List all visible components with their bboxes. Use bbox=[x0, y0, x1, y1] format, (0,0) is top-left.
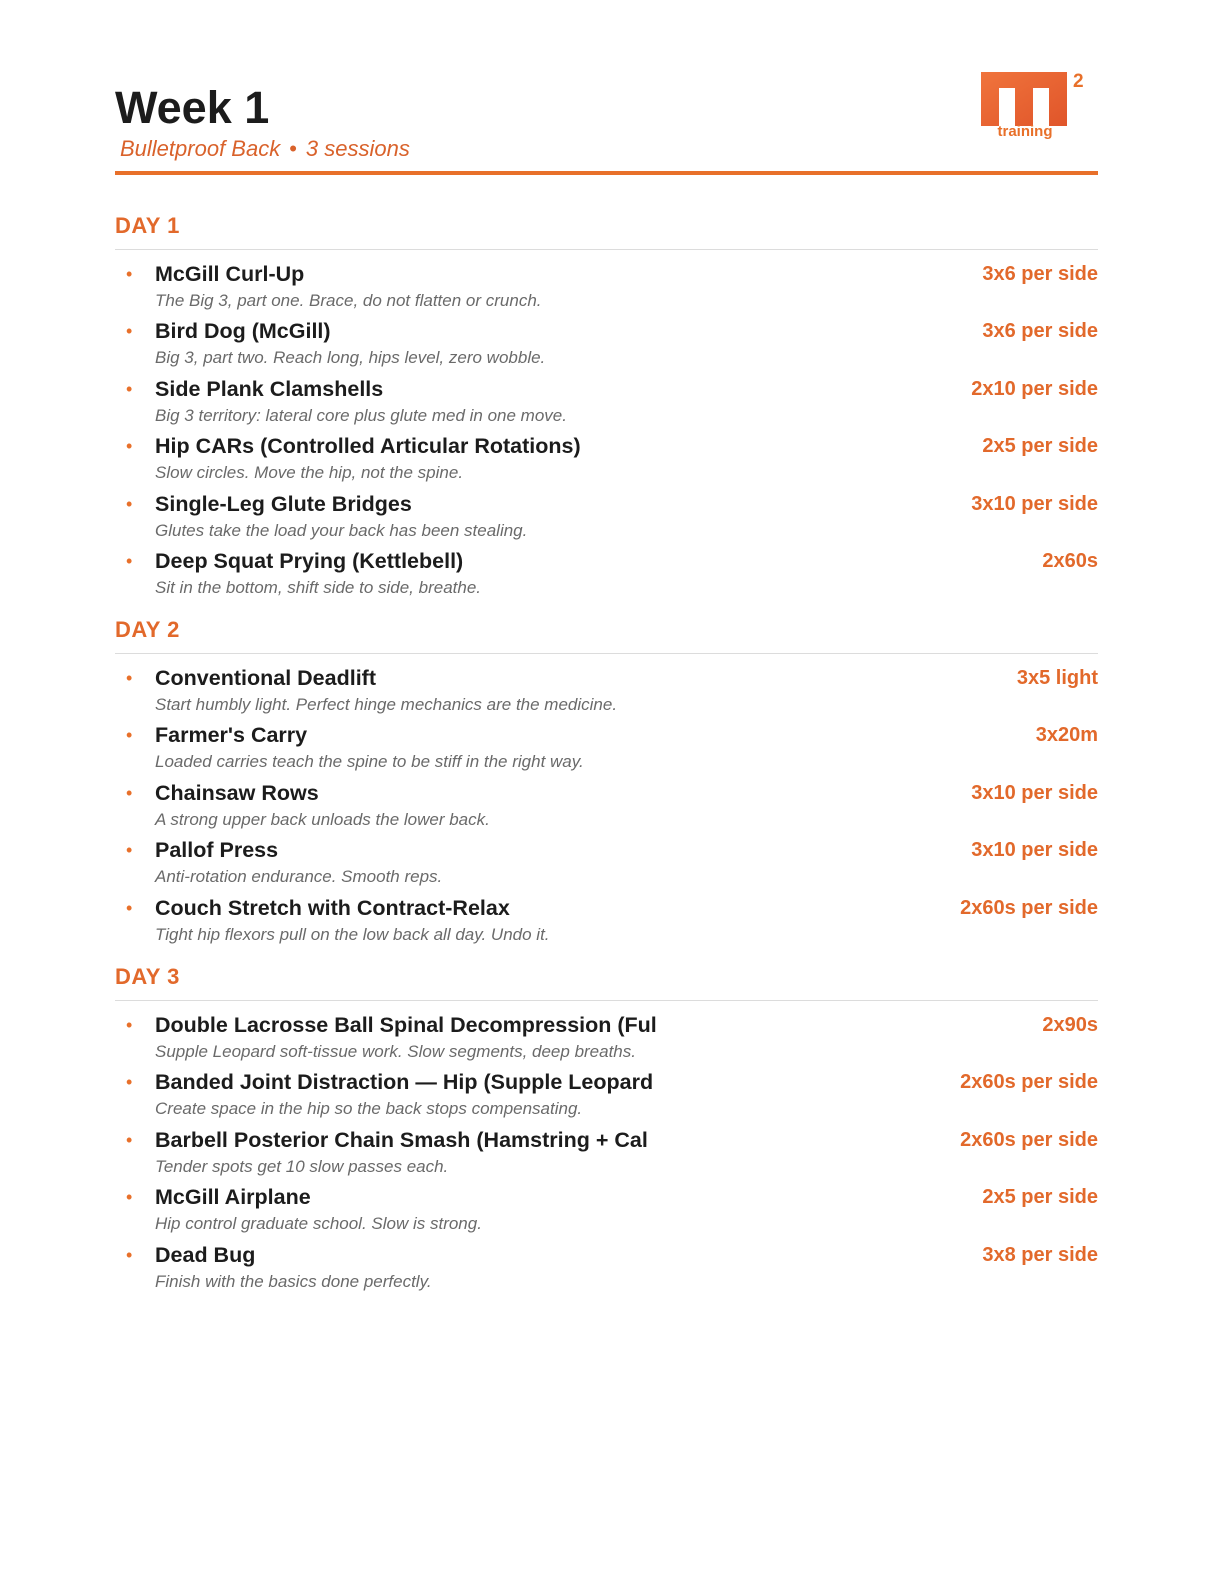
day-heading: DAY 2 bbox=[115, 617, 180, 642]
bullet-icon: • bbox=[126, 1187, 133, 1208]
header-divider bbox=[115, 171, 1098, 175]
exercise-dose: 2x90s bbox=[1042, 1014, 1098, 1036]
workout-page bbox=[115, 0, 1098, 1291]
day-divider bbox=[115, 1000, 1098, 1001]
exercise-dose: 2x5 per side bbox=[982, 435, 1098, 458]
exercise-dose: 3x20m bbox=[1035, 724, 1098, 747]
exercise-name: Deep Squat Prying (Kettlebell) bbox=[155, 548, 464, 573]
bullet-icon: • bbox=[126, 1244, 133, 1265]
exercise-dose: 3x5 light bbox=[1016, 667, 1098, 689]
exercise-name: Banded Joint Distraction — Hip (Supple Leopard bbox=[155, 1070, 654, 1095]
exercise-name: Side Plank Clamshells bbox=[155, 376, 384, 401]
exercise-name: McGill Airplane bbox=[155, 1185, 311, 1210]
session-count: 3 sessions bbox=[305, 136, 410, 161]
bullet-icon: • bbox=[126, 1015, 133, 1035]
exercise-item bbox=[115, 1241, 1098, 1298]
day-section bbox=[115, 211, 1098, 604]
page-header bbox=[115, 0, 1098, 176]
exercise-note: Big 3 territory: lateral core plus glute med in one move. bbox=[155, 405, 567, 425]
exercise-item bbox=[115, 490, 1098, 547]
bullet-icon: • bbox=[126, 1129, 133, 1150]
exercise-item bbox=[115, 664, 1098, 721]
day-heading: DAY 1 bbox=[115, 213, 180, 238]
m2-training-logo bbox=[981, 70, 1087, 142]
exercise-dose: 2x5 per side bbox=[982, 1186, 1098, 1209]
exercise-name: Chainsaw Rows bbox=[155, 780, 319, 805]
exercise-dose: 2x60s per side bbox=[960, 896, 1098, 919]
exercise-name: Couch Stretch with Contract-Relax bbox=[155, 895, 510, 920]
program-name: Bulletproof Back bbox=[120, 136, 281, 161]
exercise-note: Tender spots get 10 slow passes each. bbox=[155, 1156, 449, 1176]
day-divider bbox=[115, 249, 1098, 250]
exercise-item bbox=[115, 1011, 1098, 1068]
exercise-note: Big 3, part two. Reach long, hips level, zero wobble. bbox=[155, 348, 546, 368]
exercise-item bbox=[115, 1183, 1098, 1240]
logo-caption: training bbox=[997, 123, 1053, 140]
bullet-icon: • bbox=[126, 436, 133, 457]
exercise-note: Start humbly light. Perfect hinge mechanics are the medicine. bbox=[155, 695, 618, 714]
exercise-item bbox=[115, 1068, 1098, 1125]
bullet-icon: • bbox=[126, 321, 133, 342]
exercise-item bbox=[115, 432, 1098, 489]
exercise-note: Create space in the hip so the back stops compensating. bbox=[155, 1099, 583, 1119]
exercise-note: Glutes take the load your back has been stealing. bbox=[155, 520, 528, 540]
exercise-name: Bird Dog (McGill) bbox=[155, 319, 331, 344]
exercise-name: Single-Leg Glute Bridges bbox=[155, 491, 412, 516]
bullet-icon: • bbox=[126, 1072, 133, 1093]
exercise-name: Conventional Deadlift bbox=[155, 666, 376, 690]
exercise-item bbox=[115, 836, 1098, 893]
exercise-dose: 3x6 per side bbox=[982, 263, 1098, 285]
bullet-icon: • bbox=[126, 378, 133, 399]
bullet-icon: • bbox=[126, 493, 133, 514]
exercise-name: Dead Bug bbox=[155, 1242, 256, 1267]
exercise-note: Supple Leopard soft-tissue work. Slow segments, deep breaths. bbox=[155, 1042, 636, 1061]
bullet-icon: • bbox=[126, 840, 133, 861]
logo-superscript: 2 bbox=[1073, 71, 1084, 92]
exercise-item bbox=[115, 375, 1098, 432]
exercise-name: Farmer's Carry bbox=[155, 723, 308, 748]
bullet-icon: • bbox=[126, 897, 133, 918]
bullet-icon: • bbox=[126, 668, 133, 688]
exercise-note: Finish with the basics done perfectly. bbox=[155, 1271, 432, 1291]
exercise-name: McGill Curl-Up bbox=[155, 262, 305, 286]
day-section bbox=[115, 962, 1098, 1298]
exercise-name: Barbell Posterior Chain Smash (Hamstring + Cal bbox=[155, 1127, 648, 1152]
exercise-dose: 2x60s per side bbox=[960, 1071, 1098, 1094]
bullet-icon: • bbox=[126, 725, 133, 746]
exercise-item bbox=[115, 779, 1098, 836]
exercise-note: Hip control graduate school. Slow is strong. bbox=[155, 1214, 482, 1234]
exercise-dose: 2x60s per side bbox=[960, 1128, 1098, 1151]
exercise-note: Anti-rotation endurance. Smooth reps. bbox=[155, 867, 443, 887]
page-title: Week 1 bbox=[115, 82, 270, 133]
exercise-item bbox=[115, 894, 1098, 951]
day-heading: DAY 3 bbox=[115, 964, 180, 989]
exercise-dose: 3x6 per side bbox=[982, 320, 1098, 343]
exercise-note: Slow circles. Move the hip, not the spine. bbox=[155, 463, 464, 483]
exercise-dose: 3x8 per side bbox=[982, 1243, 1098, 1266]
exercise-name: Pallof Press bbox=[155, 838, 279, 863]
exercise-item bbox=[115, 260, 1098, 317]
bullet-icon: • bbox=[126, 782, 133, 803]
exercise-name: Double Lacrosse Ball Spinal Decompression (Ful bbox=[155, 1013, 657, 1037]
exercise-item bbox=[115, 1126, 1098, 1183]
exercise-note: The Big 3, part one. Brace, do not flatten or crunch. bbox=[155, 291, 542, 310]
exercise-item bbox=[115, 547, 1098, 604]
exercise-note: Loaded carries teach the spine to be stiff in the right way. bbox=[155, 752, 584, 772]
bullet-icon: • bbox=[126, 264, 133, 284]
exercise-note: Tight hip flexors pull on the low back all day. Undo it. bbox=[155, 924, 550, 944]
exercise-dose: 2x10 per side bbox=[971, 377, 1098, 400]
exercise-note: Sit in the bottom, shift side to side, breathe. bbox=[155, 577, 482, 597]
subtitle-separator: • bbox=[289, 136, 297, 161]
bullet-icon: • bbox=[126, 550, 133, 571]
exercise-dose: 3x10 per side bbox=[971, 839, 1098, 862]
exercise-note: A strong upper back unloads the lower back. bbox=[155, 809, 490, 829]
exercise-item bbox=[115, 317, 1098, 374]
exercise-item bbox=[115, 721, 1098, 778]
exercise-dose: 3x10 per side bbox=[971, 781, 1098, 804]
program-subtitle bbox=[120, 134, 410, 164]
day-divider bbox=[115, 653, 1098, 654]
exercise-name: Hip CARs (Controlled Articular Rotations) bbox=[155, 434, 581, 459]
exercise-dose: 2x60s bbox=[1042, 549, 1098, 572]
day-section bbox=[115, 615, 1098, 951]
exercise-dose: 3x10 per side bbox=[971, 492, 1098, 515]
